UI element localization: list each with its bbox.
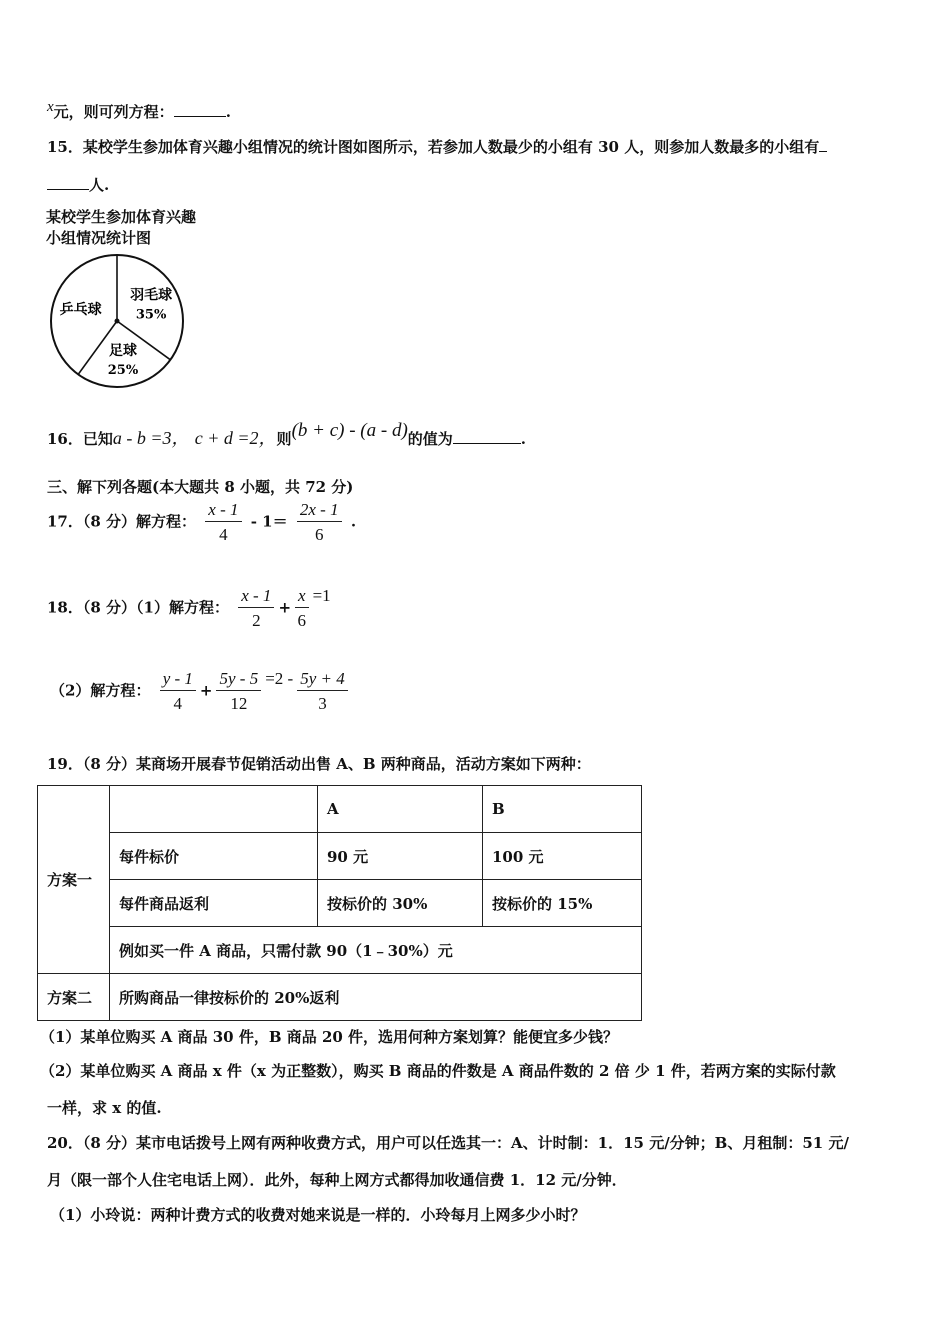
table-row (38, 786, 642, 833)
q16-expression: (b + c) - (a - d) (291, 420, 408, 441)
fraction: $\frac{5y + 4}{3}$ (297, 669, 348, 714)
col-a-header: A (318, 786, 483, 833)
q18-part2: （2）解方程： $\frac{y - 1}{4}$ + $\frac{5y - 5}{12}$ =2 - $\frac{5y + 4}{3}$ (50, 669, 352, 714)
col-b-header: B (483, 786, 642, 833)
q19-intro: 19．（8 分）某商场开展春节促销活动出售 A、B 两种商品，活动方案如下两种： (47, 755, 591, 773)
table-row (38, 880, 642, 927)
pie-chart (46, 252, 196, 392)
q19-part2-line2: 一样，求 x 的值. (47, 1099, 162, 1117)
cell: 100 元 (483, 833, 642, 880)
pie-slice-value: 25% (107, 362, 139, 378)
plan2-text-cell: 所购商品一律按标价的 20%返利 (110, 974, 642, 1021)
q19-part2-line1: （2）某单位购买 A 商品 x 件（x 为正整数），购买 B 商品的件数是 A 商品件数的 2 倍 少 1 件，若两方案的实际付款 (40, 1062, 836, 1080)
answer-blank (174, 102, 226, 117)
header-empty-cell (110, 786, 318, 833)
q20-line1: 20．（8 分）某市电话拨号上网有两种收费方式，用户可以任选其一：A、计时制：1．15 元/分钟；B、月租制：51 元/ (47, 1134, 849, 1152)
answer-blank (47, 175, 89, 190)
cell: 90 元 (318, 833, 483, 880)
row-label: 每件商品返利 (110, 880, 318, 927)
pie-slice-label: 足球 (109, 342, 137, 359)
fraction: $\frac{x - 1}{4}$ (205, 500, 241, 545)
pie-slice-value: 35% (135, 307, 167, 323)
q14-tail: x元，则可列方程： . (47, 99, 231, 121)
q17: 17．（8 分）解方程： $\frac{x - 1}{4}$ - 1＝ $\frac{2x - 1}{6}$ . (47, 500, 357, 544)
pie-slice-label: 乒乓球 (59, 302, 102, 319)
fraction: $\frac{y - 1}{4}$ (160, 669, 196, 714)
table-row (38, 927, 642, 974)
table-row (38, 833, 642, 880)
plan2-cell: 方案二 (38, 974, 110, 1021)
fraction: $\frac{x - 1}{2}$ (238, 586, 274, 631)
fraction: $\frac{5y - 5}{12}$ (216, 669, 261, 714)
q14-variable: x (47, 99, 54, 115)
fraction: $\frac{2x - 1}{6}$ (297, 500, 342, 545)
q15-line2: 人. (47, 174, 109, 195)
q15-line1: 15．某校学生参加体育兴趣小组情况的统计图如图所示，若参加人数最少的小组有 30 人，则参加人数最多的小组有 (47, 136, 827, 157)
chart-title: 某校学生参加体育兴趣 小组情况统计图 (46, 208, 197, 247)
q19-part1: （1）某单位购买 A 商品 30 件，B 商品 20 件，选用何种方案划算？能便宜多少钱？ (40, 1028, 619, 1046)
pie-slice-label: 羽毛球 (130, 287, 173, 304)
section-heading: 三、解下列各题(本大题共 8 小题，共 72 分) (47, 478, 354, 496)
answer-blank (819, 137, 827, 152)
cell: 按标价的 30% (318, 880, 483, 927)
row-label: 每件标价 (110, 833, 318, 880)
q18-part1: 18．（8 分）（1）解方程： $\frac{x - 1}{2}$ + $\frac{x}{6}$ =1 (47, 585, 331, 630)
q16-condition-2: c + d =2， (194, 428, 277, 448)
example-cell: 例如买一件 A 商品，只需付款 90（1﹣30%）元 (110, 927, 642, 974)
pie-center-dot (115, 319, 120, 324)
promotion-table (37, 785, 642, 1021)
cell: 按标价的 15% (483, 880, 642, 927)
table-row (38, 974, 642, 1021)
fraction: $\frac{x}{6}$ (295, 586, 309, 631)
q20-line2: 月（限一部个人住宅电话上网）．此外，每种上网方式都得加收通信费 1．12 元/分钟． (47, 1171, 627, 1189)
q16: 16．已知a - b =3， c + d =2，则(b + c) - (a - d)的值为 . (47, 420, 527, 448)
q16-condition-1: a - b =3， (112, 428, 190, 448)
plan1-cell: 方案一 (38, 786, 110, 974)
q20-part1: （1）小玲说：两种计费方式的收费对她来说是一样的．小玲每月上网多少小时？ (50, 1206, 586, 1224)
answer-blank (453, 429, 521, 444)
